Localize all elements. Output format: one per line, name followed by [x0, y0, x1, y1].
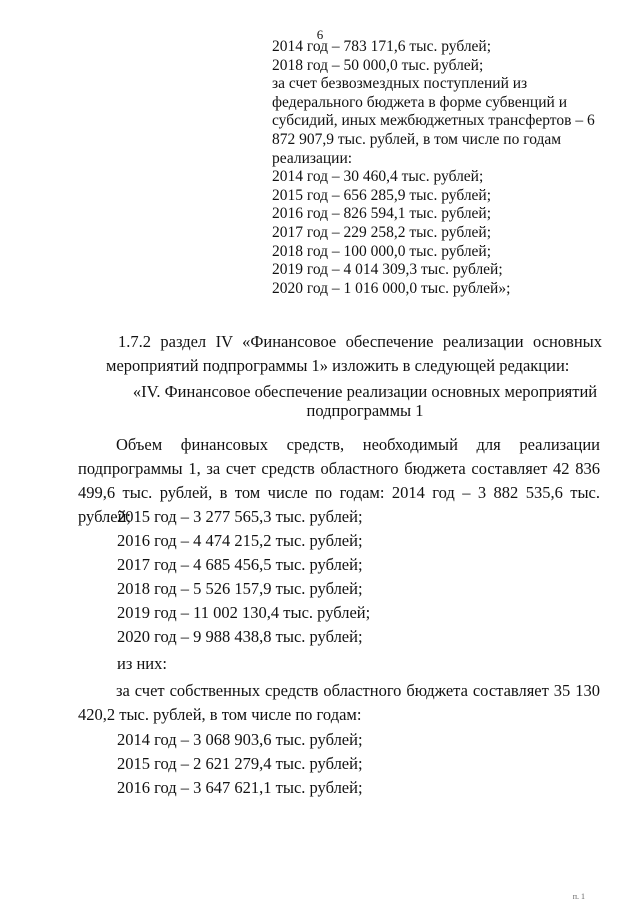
year-line: 2016 год – 3 647 621,1 тыс. рублей; [117, 778, 363, 797]
year-line: 2017 год – 229 258,2 тыс. рублей; [272, 223, 492, 241]
section-title-line: «IV. Финансовое обеспечение реализации основных мероприятий [132, 382, 598, 401]
year-line: 2015 год – 3 277 565,3 тыс. рублей; [117, 507, 363, 526]
year-line: 2020 год – 9 988 438,8 тыс. рублей; [117, 627, 363, 646]
year-line: 2018 год – 50 000,0 тыс. рублей; [272, 56, 484, 74]
section-title [130, 382, 600, 420]
year-line: 2014 год – 3 068 903,6 тыс. рублей; [117, 730, 363, 749]
item-heading: 1.7.2 раздел IV «Финансовое обеспечение реализации основных мероприятий подпрограммы 1» изложить в следующей редакции: [106, 332, 602, 375]
federal-para-line: субсидий, иных межбюджетных трансфертов – 6 [272, 112, 595, 130]
year-line: 2015 год – 656 285,9 тыс. рублей; [272, 186, 492, 204]
federal-para-line: 872 907,9 тыс. рублей, в том числе по годам [272, 130, 562, 148]
year-line: 2018 год – 100 000,0 тыс. рублей; [272, 242, 492, 260]
federal-para-line: федерального бюджета в форме субвенций и [272, 93, 567, 111]
year-line: 2014 год – 30 460,4 тыс. рублей; [272, 168, 484, 186]
year-line: 2020 год – 1 016 000,0 тыс. рублей»; [272, 279, 511, 297]
year-line: 2016 год – 4 474 215,2 тыс. рублей; [117, 531, 363, 550]
year-line: 2019 год – 11 002 130,4 тыс. рублей; [117, 603, 371, 622]
total-funding-paragraph: Объем финансовых средств, необходимый для реализации подпрограммы 1, за счет средств областного бюджета составляет 42 836 499,6 тыс. рублей, в том числе по годам: 2014 год – 3 882 535,6 тыс. рублей; [78, 435, 600, 526]
section-title-line: подпрограммы 1 [306, 401, 424, 420]
federal-funding-block [272, 38, 600, 298]
year-line: 2015 год – 2 621 279,4 тыс. рублей; [117, 754, 363, 773]
of-them-label: из них: [117, 654, 167, 673]
corner-mark: п. 1 [572, 892, 585, 901]
year-line: 2019 год – 4 014 309,3 тыс. рублей; [272, 261, 503, 279]
own-funds-paragraph: за счет собственных средств областного бюджета составляет 35 130 420,2 тыс. рублей, в том числе по годам: [78, 681, 600, 724]
federal-para-line: за счет безвозмездных поступлений из [272, 75, 528, 93]
year-line: 2016 год – 826 594,1 тыс. рублей; [272, 205, 492, 223]
year-line: 2014 год – 783 171,6 тыс. рублей; [272, 38, 492, 55]
year-line: 2018 год – 5 526 157,9 тыс. рублей; [117, 579, 363, 598]
federal-para-line: реализации: [272, 149, 353, 167]
year-line: 2017 год – 4 685 456,5 тыс. рублей; [117, 555, 363, 574]
page-number: 6 [316, 27, 324, 42]
